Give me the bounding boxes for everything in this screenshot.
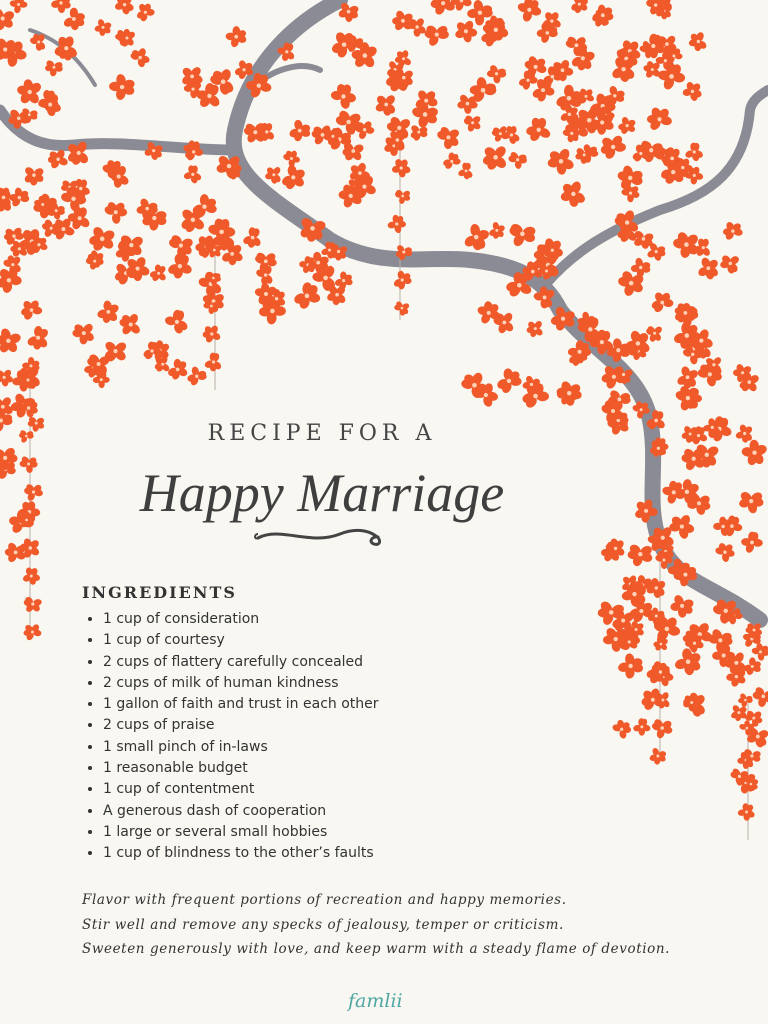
blossom <box>741 531 763 554</box>
blossom <box>392 270 412 290</box>
instruction-line: Sweeten generously with love, and keep warm with a steady flame of devotion. <box>82 941 671 957</box>
blossom <box>682 81 703 102</box>
blossom <box>0 368 14 387</box>
blossom <box>23 166 45 186</box>
blossom <box>670 594 695 618</box>
blossom <box>463 223 491 250</box>
blossom <box>674 648 703 676</box>
list-item: • 1 gallon of faith and trust in each other <box>103 694 379 715</box>
list-item: • 2 cups of praise <box>103 715 379 736</box>
blossom <box>45 59 64 77</box>
blossom <box>204 352 223 372</box>
blossom <box>62 8 86 31</box>
blossom <box>651 718 673 740</box>
blossom <box>508 151 528 170</box>
blossom <box>164 309 189 334</box>
blossom <box>436 125 461 149</box>
blossom <box>612 719 632 739</box>
blossom <box>330 83 356 110</box>
famlii-logo: famlii <box>348 990 403 1012</box>
recipe-subtitle: RECIPE FOR A <box>207 421 437 446</box>
list-item: • 1 large or several small hobbies <box>103 822 379 843</box>
blossom <box>67 206 91 231</box>
blossom <box>280 164 306 190</box>
blossom <box>0 327 22 354</box>
blossom <box>526 117 552 143</box>
list-item: • 1 reasonable budget <box>103 758 379 779</box>
list-item: • 1 cup of blindness to the other’s faults <box>103 843 379 864</box>
blossom <box>136 2 155 22</box>
blossom <box>617 653 644 679</box>
blossom <box>653 636 669 652</box>
list-item: • 1 cup of contentment <box>103 779 379 800</box>
blossom <box>738 490 764 514</box>
blossom <box>741 440 768 467</box>
blossom <box>96 300 120 324</box>
blossom <box>50 0 71 13</box>
blossom <box>737 803 755 821</box>
blossom <box>630 257 651 278</box>
blossom <box>94 18 112 36</box>
blossom <box>752 685 768 707</box>
blossom <box>114 0 135 15</box>
blossom <box>168 233 194 258</box>
instruction-line: Flavor with frequent portions of recreation and happy memories. <box>82 892 567 908</box>
blossom <box>556 380 583 406</box>
blossom <box>342 141 365 162</box>
blossom <box>481 144 508 171</box>
blossom <box>618 116 637 135</box>
list-item: • 1 cup of consideration <box>103 609 379 630</box>
blossom <box>9 187 30 208</box>
blossom <box>591 4 614 27</box>
blossom <box>723 221 744 242</box>
blossom <box>202 324 221 343</box>
blossom <box>88 225 116 252</box>
blossom <box>442 152 460 170</box>
blossom <box>526 320 544 338</box>
blossom <box>103 200 127 224</box>
blossom <box>391 158 411 178</box>
blossom <box>23 595 43 613</box>
blossom <box>183 165 202 185</box>
instructions <box>82 888 670 962</box>
blossom <box>715 542 736 563</box>
blossom <box>38 93 62 117</box>
blossom <box>457 162 474 180</box>
blossom <box>627 543 653 568</box>
blossom <box>130 47 151 68</box>
ingredient-list <box>85 609 379 865</box>
blossom <box>26 326 50 350</box>
blossom <box>688 31 708 51</box>
blossom <box>29 33 46 51</box>
blossom <box>633 718 652 736</box>
list-item: • 2 cups of flattery carefully concealed <box>103 652 379 673</box>
blossom <box>374 93 397 116</box>
blossom <box>20 299 42 321</box>
blossom <box>650 291 673 314</box>
blossom <box>424 24 449 48</box>
blossom <box>487 64 507 84</box>
blossom <box>72 322 95 345</box>
blossom <box>488 222 506 240</box>
blossom <box>0 6 16 31</box>
instruction-line: Stir well and remove any specks of jealousy, temper or criticism. <box>82 916 564 933</box>
recipe-title: Happy Marriage <box>139 463 505 523</box>
blossom <box>735 424 754 443</box>
blossom <box>743 657 762 676</box>
blossom <box>394 189 411 205</box>
blossom <box>676 365 700 388</box>
blossom <box>720 254 741 274</box>
list-item: • 1 small pinch of in-laws <box>103 737 379 758</box>
list-item: • 2 cups of milk of human kindness <box>103 673 379 694</box>
blossom <box>109 73 136 100</box>
blossom <box>293 282 322 310</box>
blossom <box>672 230 700 258</box>
blossom <box>149 264 167 282</box>
blossom <box>282 150 300 168</box>
blossom <box>288 119 311 142</box>
list-item: • 1 cup of courtesy <box>103 630 379 651</box>
blossom <box>697 256 720 280</box>
blossom <box>600 134 627 161</box>
blossom <box>463 114 482 132</box>
blossom <box>517 0 542 23</box>
blossom <box>738 692 753 707</box>
blossom <box>264 166 282 184</box>
blossom <box>647 106 673 132</box>
blossom <box>242 227 262 249</box>
blossom <box>22 566 41 585</box>
blossom <box>334 271 353 290</box>
blossom <box>560 180 587 207</box>
blossom <box>454 19 478 43</box>
blossom <box>186 366 207 387</box>
blossom <box>409 124 428 142</box>
blossom <box>649 747 667 765</box>
blossom <box>496 368 522 394</box>
blossom <box>669 513 695 539</box>
ingredients-heading: INGREDIENTS <box>82 583 237 602</box>
blossom <box>225 26 247 48</box>
blossom <box>167 359 189 381</box>
list-item: • A generous dash of cooperation <box>103 801 379 822</box>
blossom <box>508 222 537 248</box>
blossom <box>254 251 277 273</box>
blossom <box>547 147 575 175</box>
blossom <box>387 214 406 233</box>
blossom <box>394 300 410 316</box>
blossom <box>661 481 686 505</box>
blossom <box>48 148 69 169</box>
blossom <box>23 623 42 641</box>
blossom <box>570 0 589 14</box>
blossom <box>645 325 663 343</box>
decorative-swash <box>250 522 390 548</box>
blossom <box>119 312 142 336</box>
